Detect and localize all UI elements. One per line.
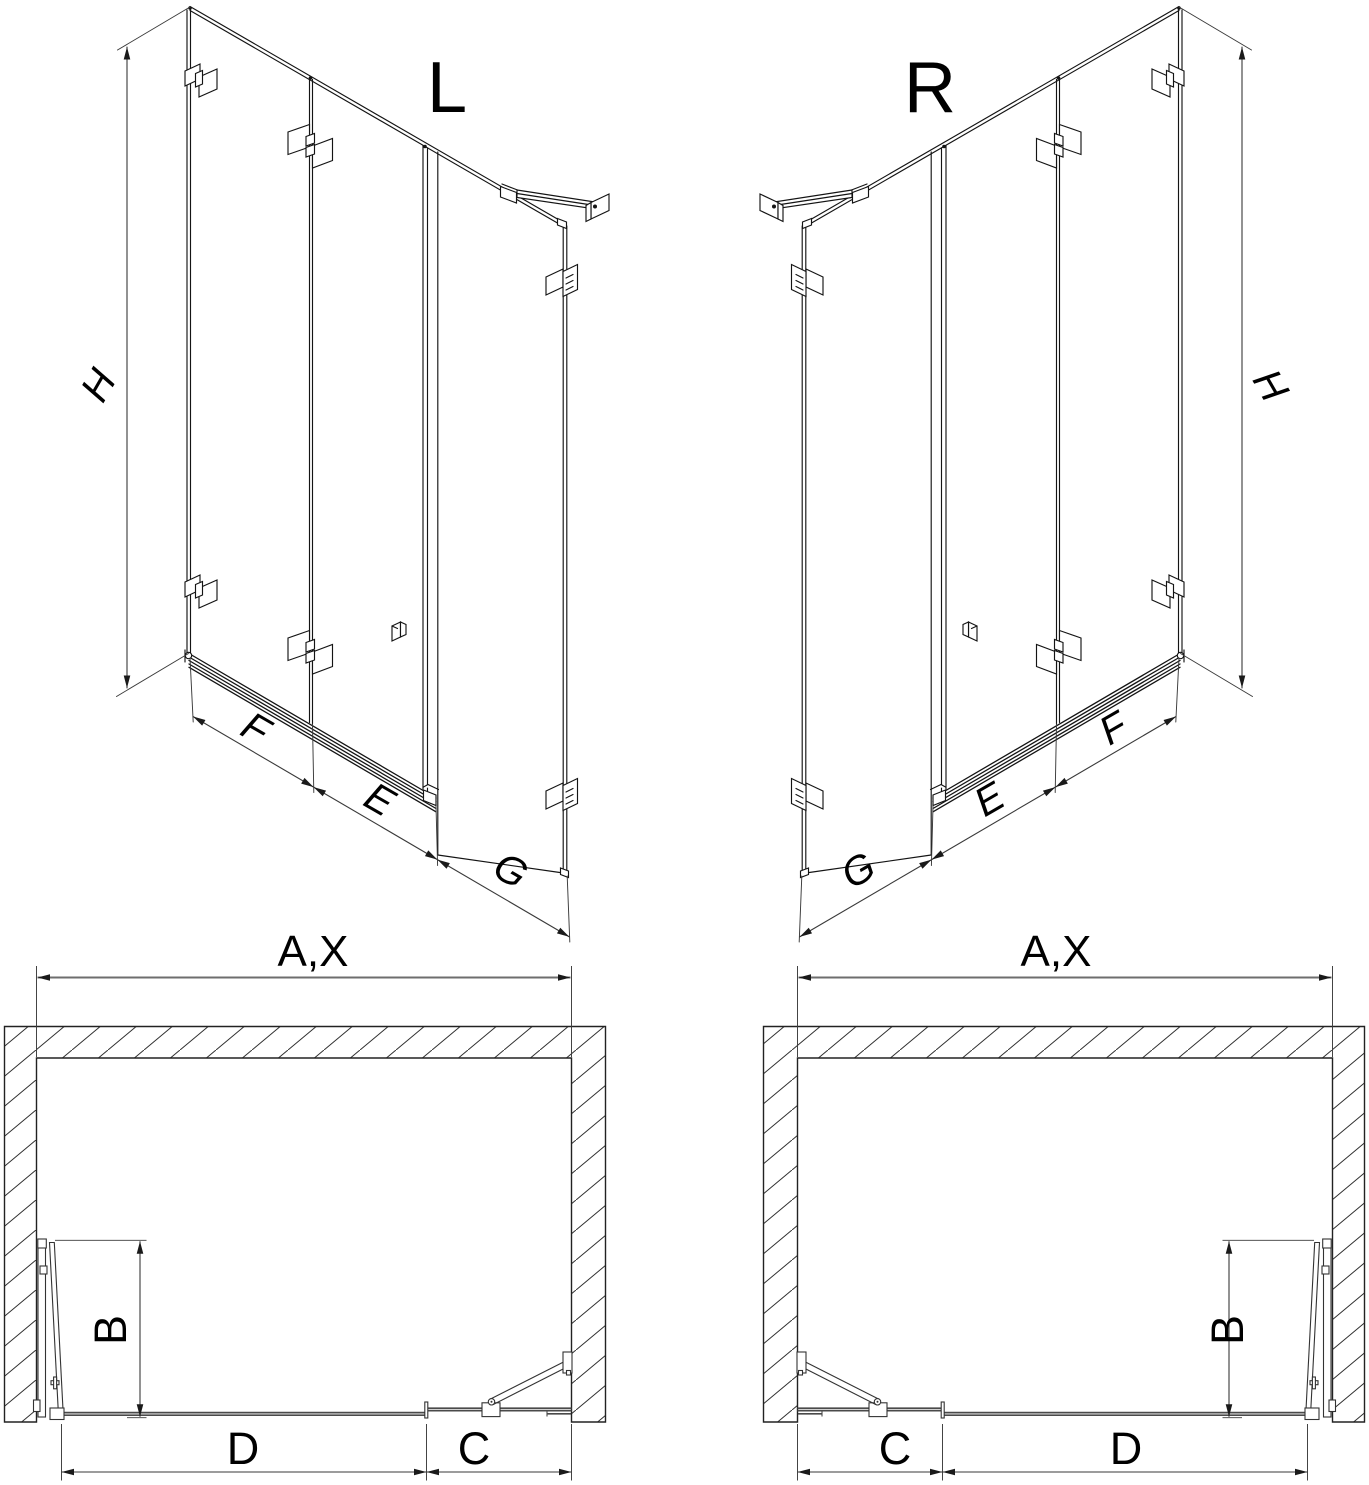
dim-label-e-right: E: [966, 774, 1013, 826]
variant-label-l: L: [426, 48, 468, 128]
dim-label-ax-right: A,X: [1020, 927, 1092, 976]
dim-label-h-left: H: [72, 361, 126, 410]
dim-label-b-right: B: [1202, 1314, 1253, 1346]
dim-label-g-right: G: [834, 843, 883, 898]
dim-label-f-right: F: [1091, 703, 1136, 754]
dim-label-e-left: E: [356, 774, 403, 826]
dim-label-ax-left: A,X: [277, 927, 349, 976]
variant-label-r: R: [904, 48, 956, 128]
dim-label-f-left: F: [233, 703, 278, 754]
dim-label-c-left: C: [457, 1423, 491, 1474]
dim-label-g-left: G: [486, 843, 535, 898]
dim-label-h-right: H: [1243, 361, 1297, 410]
dim-label-d-right: D: [1109, 1423, 1143, 1474]
iso-diagram-right: [760, 6, 1253, 942]
plan-right-walls: [764, 1027, 1365, 1423]
plan-walls: [5, 1027, 1365, 1423]
plan-left-walls: [5, 1027, 606, 1423]
dim-label-d-left: D: [226, 1423, 260, 1474]
dim-label-c-right: C: [878, 1423, 912, 1474]
dim-label-b-left: B: [85, 1314, 136, 1346]
